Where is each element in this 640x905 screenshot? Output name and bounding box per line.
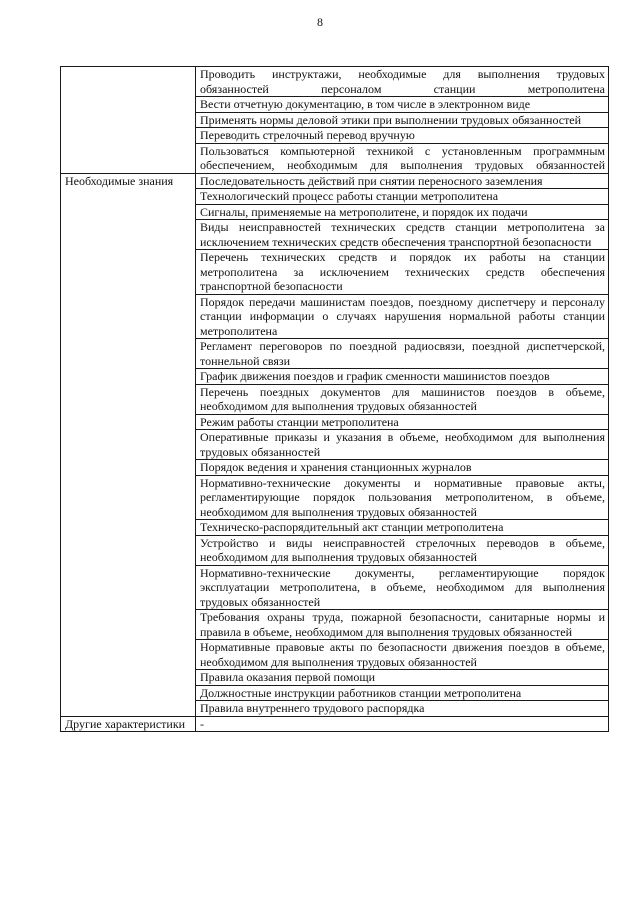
knowledge-item: Нормативные правовые акты по безопасности движения поездов в объеме, необходимом для выполнения трудовых обязанностей [196, 640, 609, 670]
table-row [61, 128, 609, 144]
knowledge-item: График движения поездов и график сменности машинистов поездов [196, 369, 609, 385]
table-row [61, 112, 609, 128]
knowledge-item: Технологический процесс работы станции метрополитена [196, 189, 609, 205]
knowledge-item: Устройство и виды неисправностей стрелочных переводов в объеме, необходимом для выполнения трудовых обязанностей [196, 535, 609, 565]
requirements-table [60, 66, 609, 732]
knowledge-item: Перечень технических средств и порядок их работы на станции метрополитена за исключением технических средств обеспечения транспортной безопасности [196, 250, 609, 295]
table-row [61, 97, 609, 113]
knowledge-item: Порядок ведения и хранения станционных журналов [196, 460, 609, 476]
skill-item: Проводить инструктажи, необходимые для выполнения трудовых обязанностей персоналом станции метрополитена [196, 67, 609, 97]
skills-label-cell [61, 97, 196, 113]
knowledge-label: Необходимые знания [61, 173, 196, 716]
other-label: Другие характеристики [61, 716, 196, 732]
skill-item: Пользоваться компьютерной техникой с установленным программным обеспечением, необходимым для выполнения трудовых обязанностей [196, 143, 609, 173]
skill-item: Вести отчетную документацию, в том числе в электронном виде [196, 97, 609, 113]
table-row [61, 143, 609, 173]
table-row [61, 173, 609, 189]
skill-item: Применять нормы деловой этики при выполнении трудовых обязанностей [196, 112, 609, 128]
knowledge-item: Должностные инструкции работников станции метрополитена [196, 685, 609, 701]
knowledge-item: Нормативно-технические документы, регламентирующие порядок эксплуатации метрополитена, в объеме, необходимом для выполнения трудовых обязанностей [196, 565, 609, 610]
knowledge-item: Виды неисправностей технических средств станции метрополитена за исключением технических средств обеспечения транспортной безопасности [196, 220, 609, 250]
knowledge-item: Оперативные приказы и указания в объеме, необходимом для выполнения трудовых обязанностей [196, 430, 609, 460]
knowledge-item: Регламент переговоров по поездной радиосвязи, поездной диспетчерской, тоннельной связи [196, 339, 609, 369]
knowledge-item: Порядок передачи машинистам поездов, поездному диспетчеру и персоналу станции информации о случаях нарушения нормальной работы станции метрополитена [196, 294, 609, 339]
knowledge-item: Последовательность действий при снятии переносного заземления [196, 173, 609, 189]
skill-item: Переводить стрелочный перевод вручную [196, 128, 609, 144]
table-row [61, 716, 609, 732]
knowledge-item: Правила оказания первой помощи [196, 670, 609, 686]
knowledge-item: Перечень поездных документов для машинистов поездов в объеме, необходимом для выполнения трудовых обязанностей [196, 384, 609, 414]
page-number: 8 [317, 15, 323, 29]
skills-label-cell [61, 112, 196, 128]
knowledge-item: Режим работы станции метрополитена [196, 414, 609, 430]
knowledge-item: Сигналы, применяемые на метрополитене, и порядок их подачи [196, 204, 609, 220]
knowledge-item: Техническо-распорядительный акт станции метрополитена [196, 520, 609, 536]
knowledge-item: Требования охраны труда, пожарной безопасности, санитарные нормы и правила в объеме, необходимом для выполнения трудовых обязанностей [196, 610, 609, 640]
skills-label-cell [61, 67, 196, 97]
skills-label-cell [61, 143, 196, 173]
other-value: - [196, 716, 609, 732]
table-row [61, 67, 609, 97]
skills-label-cell [61, 128, 196, 144]
knowledge-item: Нормативно-технические документы и нормативные правовые акты, регламентирующие порядок пользования метрополитеном, в объеме, необходимом для выполнения трудовых обязанностей [196, 475, 609, 520]
knowledge-item: Правила внутреннего трудового распорядка [196, 701, 609, 717]
